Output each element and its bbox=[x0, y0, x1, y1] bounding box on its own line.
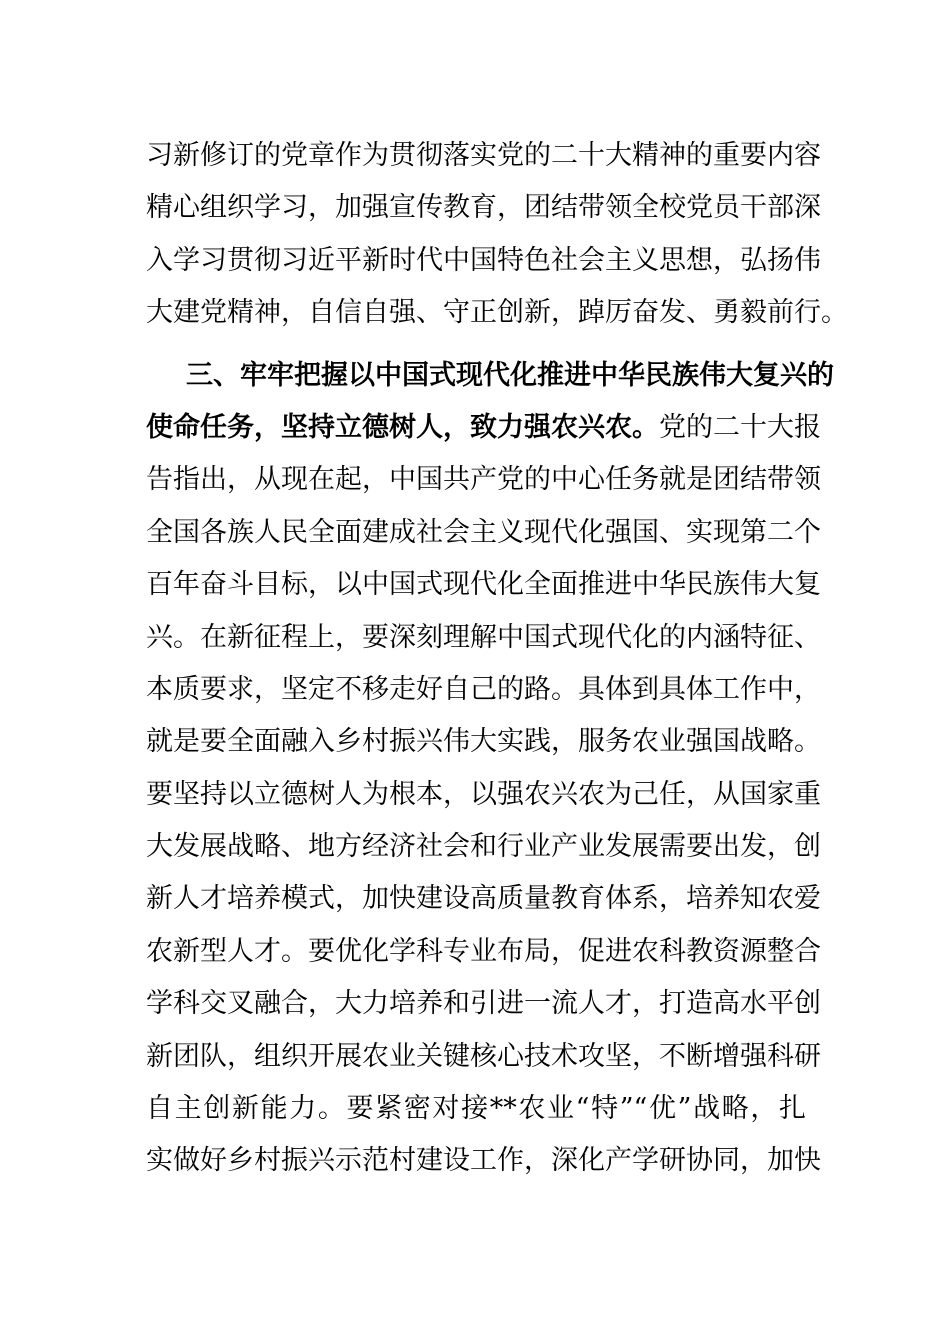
text-line: 学科交叉融合，大力培养和引进一流人才，打造高水平创 bbox=[146, 988, 821, 1020]
text-segment: 党的二十大报 bbox=[659, 411, 821, 443]
text-line: 就是要全面融入乡村振兴伟大实践，服务农业强国战略。 bbox=[146, 726, 821, 758]
text-line: 习新修订的党章作为贯彻落实党的二十大精神的重要内容 bbox=[146, 140, 821, 171]
section-heading-line-2: 使命任务，坚持立德树人，致力强农兴农。 bbox=[146, 411, 659, 443]
text-line: 农新型人才。要优化学科专业布局，促进农科教资源整合 bbox=[146, 935, 821, 967]
text-line: 自主创新能力。要紧密对接**农业“特”“优”战略，扎 bbox=[146, 1093, 806, 1125]
text-line: 实做好乡村振兴示范村建设工作，深化产学研协同，加快 bbox=[146, 1145, 821, 1177]
text-line: 精心组织学习，加强宣传教育，团结带领全校党员干部深 bbox=[146, 192, 821, 224]
text-line: 入学习贯彻习近平新时代中国特色社会主义思想，弘扬伟 bbox=[146, 244, 821, 276]
text-line: 告指出，从现在起，中国共产党的中心任务就是团结带领 bbox=[146, 464, 821, 496]
text-line: 大建党精神，自信自强、守正创新，踔厉奋发、勇毅前行。 bbox=[146, 297, 848, 329]
paragraph-2 bbox=[146, 350, 834, 1188]
text-line: 本质要求，坚定不移走好自己的路。具体到具体工作中， bbox=[146, 673, 821, 705]
document-body bbox=[146, 130, 848, 1188]
text-line: 大发展战略、地方经济社会和行业产业发展需要出发，创 bbox=[146, 831, 821, 863]
text-line bbox=[146, 402, 821, 454]
text-line: 要坚持以立德树人为根本，以强农兴农为己任，从国家重 bbox=[146, 778, 821, 810]
paragraph-gap bbox=[146, 340, 806, 350]
text-line: 兴。在新征程上，要深刻理解中国式现代化的内涵特征、 bbox=[146, 621, 821, 653]
text-line: 新团队，组织开展农业关键核心技术攻坚，不断增强科研 bbox=[146, 1040, 821, 1072]
text-line: 百年奋斗目标，以中国式现代化全面推进中华民族伟大复 bbox=[146, 569, 821, 601]
text-line: 全国各族人民全面建成社会主义现代化强国、实现第二个 bbox=[146, 516, 821, 548]
section-heading-line-1: 三、牢牢把握以中国式现代化推进中华民族伟大复兴的 bbox=[186, 359, 834, 391]
text-line: 新人才培养模式，加快建设高质量教育体系，培养知农爱 bbox=[146, 883, 821, 915]
paragraph-1 bbox=[146, 130, 848, 340]
